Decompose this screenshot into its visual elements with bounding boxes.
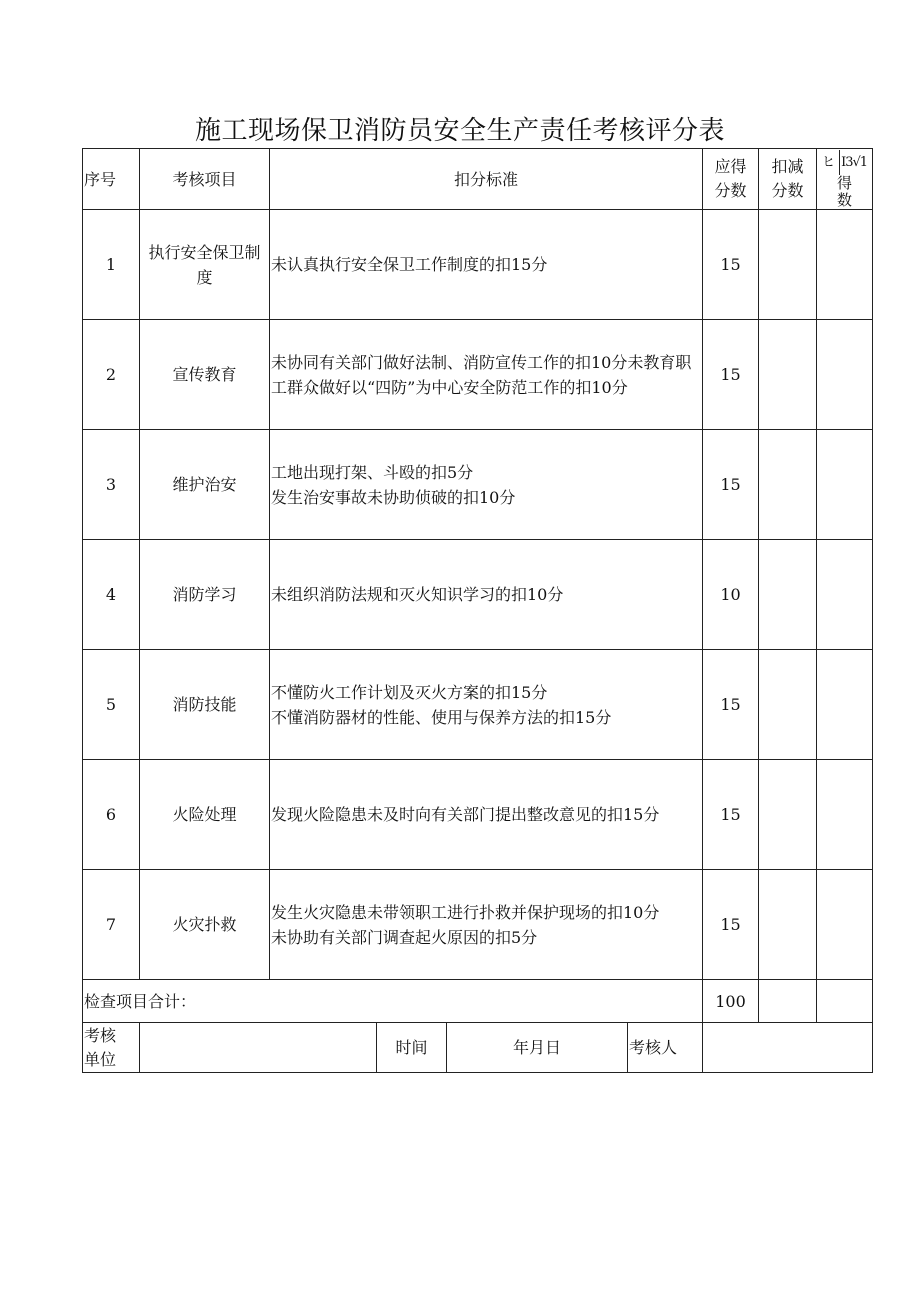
- row-item: 火险处理: [140, 760, 270, 870]
- row-score: 10: [703, 540, 759, 650]
- row-deduct-cell[interactable]: [759, 540, 817, 650]
- header-row: [83, 149, 873, 210]
- row-seq: 7: [83, 870, 140, 980]
- footer-row: [83, 1023, 873, 1073]
- summary-got-cell[interactable]: [817, 980, 873, 1023]
- row-standard: 发现火险隐患未及时向有关部门提出整改意见的扣15分: [270, 760, 703, 870]
- header-got-line1: 得: [837, 174, 853, 192]
- header-got: [817, 149, 873, 210]
- header-seq: 序号: [83, 149, 140, 210]
- footer-unit-value[interactable]: [140, 1023, 377, 1073]
- row-item: 维护治安: [140, 430, 270, 540]
- row-item: 消防学习: [140, 540, 270, 650]
- row-got-cell[interactable]: [817, 540, 873, 650]
- header-got-line2: 数: [837, 191, 853, 209]
- table-row: [83, 210, 873, 320]
- row-item: 火灾扑救: [140, 870, 270, 980]
- row-score: 15: [703, 870, 759, 980]
- row-seq: 3: [83, 430, 140, 540]
- header-standard: 扣分标准: [270, 149, 703, 210]
- row-got-cell[interactable]: [817, 650, 873, 760]
- row-deduct-cell[interactable]: [759, 210, 817, 320]
- row-got-cell[interactable]: [817, 320, 873, 430]
- row-got-cell[interactable]: [817, 430, 873, 540]
- row-item: 宣传教育: [140, 320, 270, 430]
- row-score: 15: [703, 760, 759, 870]
- row-got-cell[interactable]: [817, 210, 873, 320]
- header-deduct-line2: 分数: [771, 181, 804, 200]
- table-row: [83, 320, 873, 430]
- document-title: 施工现场保卫消防员安全生产责任考核评分表: [194, 116, 725, 146]
- header-deduct-line1: 扣减: [771, 157, 804, 176]
- table-row: [83, 760, 873, 870]
- header-deduct: [759, 149, 817, 210]
- header-got-mark: I3√1: [839, 150, 867, 175]
- header-score: [703, 149, 759, 210]
- row-deduct-cell[interactable]: [759, 650, 817, 760]
- row-item: 消防技能: [140, 650, 270, 760]
- row-deduct-cell[interactable]: [759, 430, 817, 540]
- row-seq: 2: [83, 320, 140, 430]
- row-item: 执行安全保卫制度: [140, 210, 270, 320]
- header-got-prefix: ヒ: [821, 155, 834, 170]
- footer-assessor-label: 考核人: [628, 1023, 703, 1073]
- row-seq: 5: [83, 650, 140, 760]
- row-got-cell[interactable]: [817, 870, 873, 980]
- row-standard: 发生火灾隐患未带领职工进行扑救并保护现场的扣10分 未协助有关部门调查起火原因的扣5分: [270, 870, 703, 980]
- row-seq: 4: [83, 540, 140, 650]
- table-row: [83, 870, 873, 980]
- summary-deduct-cell[interactable]: [759, 980, 817, 1023]
- row-deduct-cell[interactable]: [759, 870, 817, 980]
- summary-label: 检查项目合计：: [83, 980, 703, 1023]
- table-row: [83, 650, 873, 760]
- summary-row: [83, 980, 873, 1023]
- footer-date-label: 年月日: [447, 1023, 628, 1073]
- row-score: 15: [703, 650, 759, 760]
- assessment-table: [82, 148, 873, 1073]
- row-standard: 工地出现打架、斗殴的扣5分 发生治安事故未协助侦破的扣10分: [270, 430, 703, 540]
- row-standard: 未组织消防法规和灭火知识学习的扣10分: [270, 540, 703, 650]
- footer-unit-label: 考核 单位: [83, 1023, 140, 1073]
- row-standard: 未认真执行安全保卫工作制度的扣15分: [270, 210, 703, 320]
- row-seq: 6: [83, 760, 140, 870]
- row-got-cell[interactable]: [817, 760, 873, 870]
- header-score-line1: 应得: [714, 157, 747, 176]
- row-score: 15: [703, 210, 759, 320]
- row-score: 15: [703, 430, 759, 540]
- header-item: 考核项目: [140, 149, 270, 210]
- summary-total: 100: [703, 980, 759, 1023]
- footer-assessor-value[interactable]: [703, 1023, 873, 1073]
- table-row: [83, 540, 873, 650]
- header-score-line2: 分数: [714, 181, 747, 200]
- row-standard: 未协同有关部门做好法制、消防宣传工作的扣10分未教育职工群众做好以“四防”为中心安全防范工作的扣10分: [270, 320, 703, 430]
- row-deduct-cell[interactable]: [759, 760, 817, 870]
- row-standard: 不懂防火工作计划及灭火方案的扣15分 不懂消防器材的性能、使用与保养方法的扣15分: [270, 650, 703, 760]
- footer-time-label: 时间: [377, 1023, 447, 1073]
- row-deduct-cell[interactable]: [759, 320, 817, 430]
- row-seq: 1: [83, 210, 140, 320]
- table-row: [83, 430, 873, 540]
- row-score: 15: [703, 320, 759, 430]
